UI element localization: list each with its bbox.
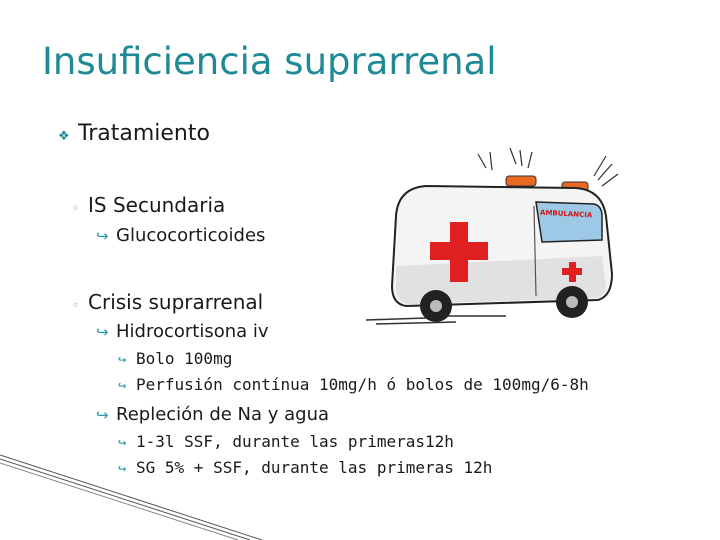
four-diamond-bullet-icon: ❖ <box>58 129 70 144</box>
circle-bullet-icon: ◦ <box>72 201 80 215</box>
bullet-label: SG 5% + SSF, durante las primeras 12h <box>136 458 493 477</box>
bullet-replecion <box>96 404 329 425</box>
bullet-perfusion <box>118 375 589 394</box>
ambulance-icon <box>366 146 624 328</box>
bullet-bolo <box>118 349 232 368</box>
curved-arrow-bullet-icon: ↪ <box>96 323 109 341</box>
ambulance-text: AMBULANCIA <box>539 208 593 220</box>
bullet-is-secundaria <box>72 193 225 217</box>
bullet-glucocorticoides <box>96 225 265 246</box>
bullet-label: Repleción de Na y agua <box>116 404 330 425</box>
curved-arrow-bullet-icon: ↪ <box>96 406 109 424</box>
bullet-hidrocortisona <box>96 321 269 342</box>
curved-arrow-bullet-icon: ↪ <box>96 227 109 245</box>
bullet-ssf <box>118 432 454 451</box>
slide-title: Insuficiencia suprarrenal <box>42 40 497 83</box>
bullet-label: 1-3l SSF, durante las primeras12h <box>136 432 454 451</box>
curved-arrow-bullet-icon: ↪ <box>118 378 127 394</box>
bullet-label: Crisis suprarrenal <box>88 290 264 314</box>
bullet-sg <box>118 458 492 477</box>
curved-arrow-bullet-icon: ↪ <box>118 352 127 368</box>
curved-arrow-bullet-icon: ↪ <box>118 435 127 451</box>
curved-arrow-bullet-icon: ↪ <box>118 461 127 477</box>
bullet-label: Hidrocortisona iv <box>116 321 269 342</box>
bullet-label: Glucocorticoides <box>116 225 266 246</box>
bullet-crisis-suprarrenal <box>72 290 263 314</box>
circle-bullet-icon: ◦ <box>72 298 80 312</box>
bullet-label: Bolo 100mg <box>136 349 233 368</box>
bullet-tratamiento <box>58 121 210 146</box>
bullet-label: IS Secundaria <box>88 193 226 217</box>
bullet-label: Perfusión contínua 10mg/h ó bolos de 100mg/6-8h <box>136 375 589 394</box>
bullet-label: Tratamiento <box>78 121 210 146</box>
